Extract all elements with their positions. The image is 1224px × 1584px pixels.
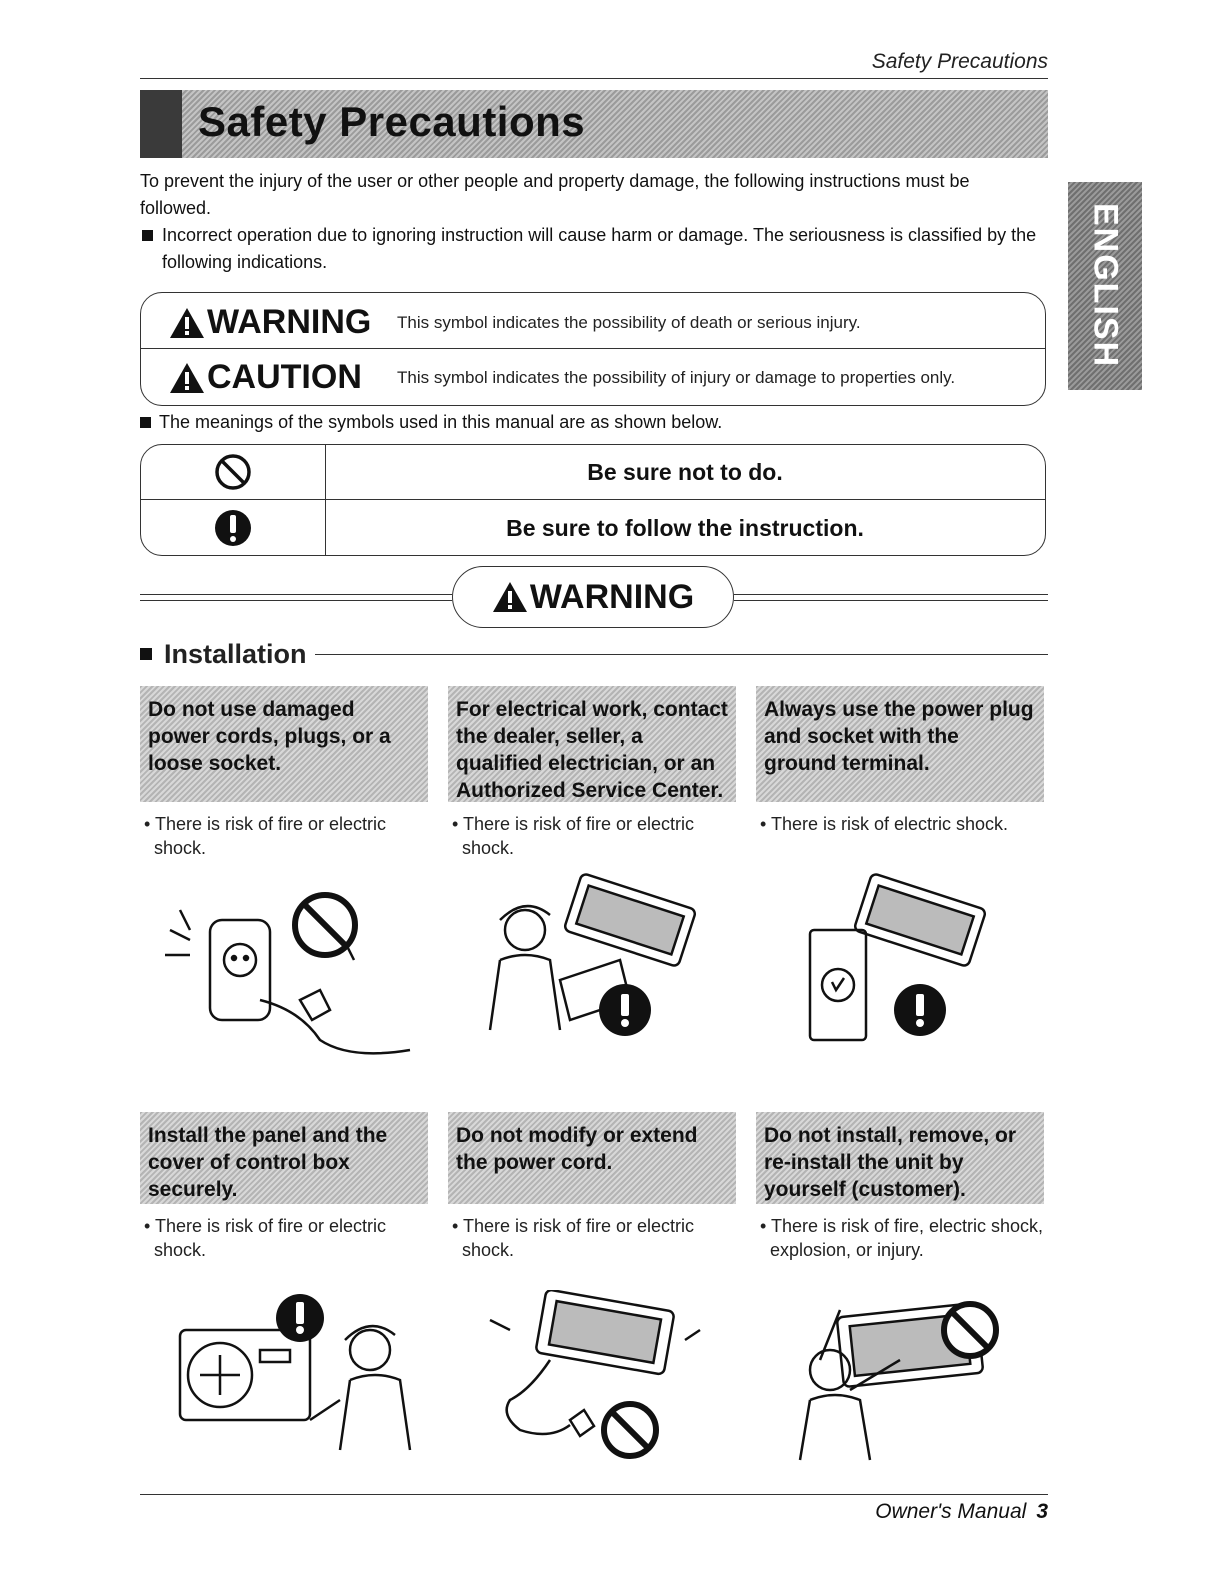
instruction-note: • There is risk of electric shock. (760, 814, 1009, 834)
indication-description: This symbol indicates the possibility of injury or damage to properties only. (397, 367, 956, 387)
indication-row-caution (169, 350, 955, 405)
indication-box (140, 292, 1046, 406)
intro-paragraph: To prevent the injury of the user or other people and property damage, the following instructions must be followed. (140, 171, 970, 218)
meanings-note (140, 412, 722, 433)
indication-description: This symbol indicates the possibility of death or serious injury. (397, 312, 861, 332)
warning-banner-pill (452, 566, 734, 628)
meaning-text: Be sure not to do. (587, 458, 783, 485)
damaged-plug-illustration (150, 880, 420, 1060)
instruction-note: • There is risk of fire, electric shock, explosion, or injury. (760, 1216, 1044, 1260)
prohibition-icon (213, 452, 253, 492)
meaning-row-prohibited (141, 445, 1045, 499)
instruction-heading: For electrical work, contact the dealer, seller, a qualified electrician, or an Authorized Service Center. (448, 686, 736, 802)
instruction-note: • There is risk of fire or electric shock. (452, 814, 695, 858)
footer-label: Owner's Manual (875, 1500, 1027, 1523)
square-bullet-icon (140, 417, 151, 428)
footer (140, 1500, 1048, 1524)
caution-triangle-icon (169, 362, 205, 394)
mandatory-icon (213, 508, 253, 548)
instruction-heading: Install the panel and the cover of control box securely. (140, 1112, 428, 1204)
intro-bullet-text: Incorrect operation due to ignoring instruction will cause harm or damage. The seriousness is classified by the following indications. (162, 225, 1037, 272)
page-title: Safety Precautions (198, 98, 586, 145)
meanings-note-text: The meanings of the symbols used in this manual are as shown below. (159, 412, 723, 432)
meaning-row-mandatory (141, 501, 1045, 555)
instruction-card (756, 1112, 1044, 1262)
power-cord-illustration (480, 1290, 720, 1470)
instruction-card (140, 686, 428, 860)
warning-banner-text: WARNING (529, 577, 695, 616)
instruction-card (140, 1112, 428, 1262)
instruction-note: • There is risk of fire or electric shock. (144, 1216, 387, 1260)
ground-plug-illustration (790, 870, 1040, 1050)
self-install-illustration (780, 1290, 1030, 1470)
running-head: Safety Precautions (871, 50, 1048, 73)
instruction-note: • There is risk of fire or electric shock. (452, 1216, 695, 1260)
intro (140, 168, 1040, 276)
warning-triangle-icon (169, 307, 205, 339)
square-bullet-icon (142, 230, 153, 241)
footer-rule (140, 1494, 1048, 1495)
instruction-heading: Do not use damaged power cords, plugs, or a loose socket. (140, 686, 428, 802)
language-tab-label: ENGLISH (1086, 203, 1125, 369)
indication-word: CAUTION (207, 358, 362, 396)
language-tab (1068, 182, 1142, 390)
square-bullet-icon (140, 648, 152, 660)
section-title: Installation (164, 638, 307, 669)
control-box-illustration (160, 1290, 430, 1470)
section-heading (140, 636, 1048, 672)
instruction-card (756, 686, 1044, 836)
intro-bullet (140, 222, 1040, 276)
technician-illustration (470, 870, 740, 1050)
header-rule (140, 78, 1048, 79)
instruction-card (448, 686, 736, 860)
instruction-heading: Do not modify or extend the power cord. (448, 1112, 736, 1204)
indication-word: WARNING (207, 303, 372, 341)
title-band (140, 90, 1048, 158)
instruction-heading: Always use the power plug and socket with the ground terminal. (756, 686, 1044, 802)
meaning-text: Be sure to follow the instruction. (506, 514, 864, 541)
instruction-card (448, 1112, 736, 1262)
indication-row-warning (169, 295, 861, 350)
title-block-decoration (140, 90, 182, 158)
meanings-box (140, 444, 1046, 556)
page-number: 3 (1036, 1500, 1048, 1523)
warning-banner (140, 564, 1048, 632)
instruction-heading: Do not install, remove, or re-install the unit by yourself (customer). (756, 1112, 1044, 1204)
warning-triangle-icon (492, 581, 528, 613)
instruction-note: • There is risk of fire or electric shock. (144, 814, 387, 858)
